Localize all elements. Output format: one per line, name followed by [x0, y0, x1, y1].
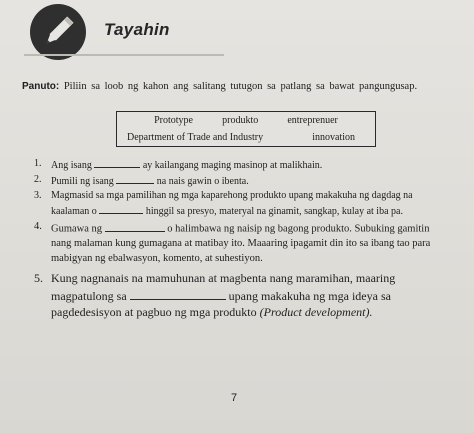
answer-blank[interactable] [130, 287, 226, 300]
header-divider [24, 54, 224, 56]
question-text: Gumawa ng [51, 223, 103, 235]
word-bank-item: entreprenuer [287, 115, 338, 126]
question-text-italic: (Product development). [259, 305, 373, 319]
question-text: Kung nagnanais na mamuhunan at magbenta nang maramihan, maaring magpatulong sa [51, 271, 396, 303]
question-text: Ang isang [51, 160, 92, 171]
question-item [34, 220, 444, 266]
question-item [34, 270, 444, 321]
question-number: 4. [34, 221, 42, 232]
answer-blank[interactable] [116, 173, 154, 184]
question-text: ay kailangang maging masinop at malikhain. [142, 160, 323, 171]
header [0, 0, 474, 62]
answer-blank[interactable] [94, 157, 140, 168]
question-text: Magmasid sa mga pamilihan ng mga kaparehong produkto upang makakuha ng dagdag na kaalaman o [51, 190, 413, 217]
question-item [34, 157, 444, 173]
answer-blank[interactable] [105, 220, 165, 232]
page-title: Tayahin [104, 20, 170, 39]
page-number: 7 [231, 392, 238, 404]
word-bank-item: innovation [312, 132, 355, 143]
question-number: 2. [34, 174, 42, 185]
question-number: 3. [34, 190, 42, 201]
question-text: o halimbawa ng naisip ng bagong produkto. Subuking gamitin nang malaman kung gumagana at matibay ito. Maaaring ipagamit din ito sa ibang tao para mabigyan ng ebalwasyon, komento, at suhestiyon. [51, 223, 431, 264]
word-bank-item: Prototype [154, 115, 193, 126]
question-text: upang makakuha ng mga ideya sa pagdedesisyon at pagbuo ng mga produkto [51, 288, 391, 319]
word-bank-box [116, 111, 376, 147]
question-text: na nais gawin o ibenta. [156, 176, 249, 187]
answer-blank[interactable] [99, 203, 143, 214]
instructions-label: Panuto: [22, 81, 60, 92]
question-item [34, 173, 444, 189]
word-bank-item: produkto [222, 115, 259, 126]
question-list [34, 157, 444, 321]
instructions-text: Piliin sa loob ng kahon ang salitang tutugon sa patlang sa bawat pangungusap. [63, 81, 418, 92]
question-item [34, 189, 444, 219]
question-text: Pumili ng isang [51, 176, 114, 187]
word-bank-item: Department of Trade and Industry [127, 132, 264, 143]
question-text: hinggil sa presyo, materyal na ginamit, sangkap, kulay at iba pa. [145, 206, 403, 217]
question-number: 1. [34, 158, 42, 169]
pencil-icon [30, 4, 86, 60]
question-number: 5. [34, 271, 43, 285]
instructions [22, 80, 442, 94]
